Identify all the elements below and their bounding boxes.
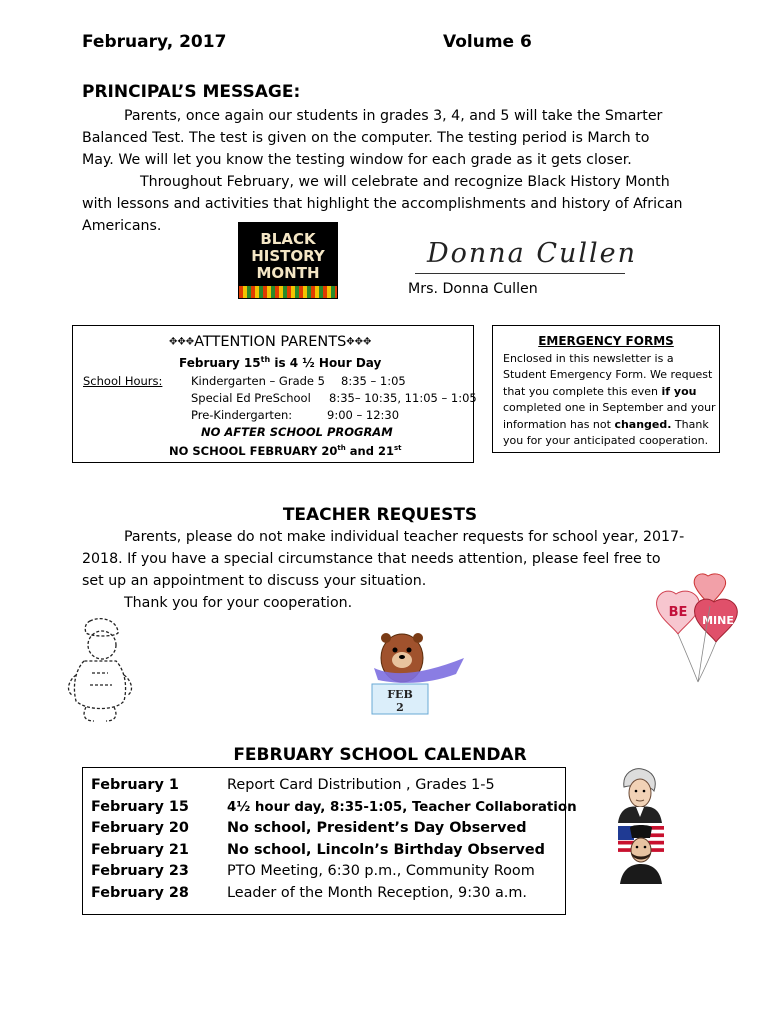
calendar-event: Leader of the Month Reception, 9:30 a.m. [227, 884, 527, 901]
feb-text: FEB [387, 688, 413, 701]
principal-message [82, 105, 683, 237]
principal-signature [415, 238, 638, 278]
principal-line: Throughout February, we will celebrate and recognize Black History Month [140, 174, 670, 190]
emergency-line: you for your anticipated cooperation. [503, 434, 709, 448]
half-day-text: is 4 ½ Hour Day [270, 356, 382, 370]
emergency-line [503, 417, 716, 433]
school-hours-label: School Hours: [83, 374, 163, 388]
ordinal-suffix: th [337, 444, 346, 452]
half-day-notice [179, 355, 381, 370]
teacher-requests-text [82, 526, 684, 614]
attention-title: ATTENTION PARENTS [194, 334, 347, 350]
hours-time: 9:00 – 12:30 [327, 408, 400, 422]
principal-line: Parents, once again our students in grades 3, 4, and 5 will take the Smarter [124, 108, 663, 124]
half-day-date: February 15 [179, 356, 261, 370]
calendar-row [91, 818, 577, 840]
teacher-line: set up an appointment to discuss your situation. [82, 573, 427, 589]
teacher-line: Parents, please do not make individual teacher requests for school year, 2017- [124, 529, 685, 545]
no-school-notice [169, 440, 401, 460]
calendar-date: February 23 [91, 863, 189, 880]
calendar-date: February 1 [91, 777, 179, 793]
ordinal-suffix: st [393, 444, 402, 452]
signature-script: Donna Cullen [427, 238, 638, 269]
emergency-line: completed one in September and your [503, 401, 716, 415]
emergency-emphasis: changed. [614, 417, 672, 431]
calendar-row [91, 797, 577, 819]
calendar-event: No school, Lincoln’s Birthday Observed [227, 841, 545, 858]
be-mine-balloons-icon [648, 572, 744, 688]
newsletter-date: February, 2017 [82, 32, 227, 52]
calendar-list [91, 775, 577, 905]
principal-heading: PRINCIPAL’S MESSAGE: [82, 82, 301, 102]
calendar-row [91, 883, 577, 905]
calendar-row [91, 861, 577, 883]
abraham-lincoln-icon [614, 822, 666, 884]
calendar-date: February 15 [91, 798, 189, 815]
groundhog-day-icon [368, 628, 466, 716]
ordinal-suffix: th [260, 355, 271, 364]
emergency-text-part: information has not [503, 417, 615, 431]
calendar-date: February 28 [91, 884, 189, 901]
hours-program: Special Ed PreSchool [191, 391, 311, 405]
hours-program: Pre-Kindergarten: [191, 408, 293, 422]
calendar-event: PTO Meeting, 6:30 p.m., Community Room [227, 863, 535, 880]
feb-number: 2 [396, 701, 404, 714]
calendar-event: Report Card Distribution , Grades 1-5 [227, 777, 495, 793]
george-washington-icon [614, 765, 664, 823]
no-school-text: and 21 [345, 443, 394, 458]
hours-time: 8:35 – 1:05 [341, 374, 406, 388]
principal-line: Americans. [82, 218, 162, 234]
attention-parents-box [72, 325, 477, 463]
emergency-line: Enclosed in this newsletter is a [503, 352, 674, 365]
badge-line: HISTORY [251, 246, 325, 265]
hours-time: 8:35– 10:35, 11:05 – 1:05 [329, 391, 477, 405]
calendar-heading: FEBRUARY SCHOOL CALENDAR [233, 745, 527, 765]
mine-text: MINE [702, 614, 734, 627]
emergency-line [503, 384, 716, 400]
kente-stripe [239, 286, 337, 298]
calendar-row [91, 775, 577, 797]
principal-line: Balanced Test. The test is given on the computer. The testing period is March to [82, 130, 650, 146]
newsletter-volume: Volume 6 [443, 32, 532, 52]
black-history-month-badge [238, 222, 338, 299]
child-lineart-icon [62, 615, 138, 725]
attention-title-row [169, 334, 371, 350]
emergency-forms-box [492, 325, 720, 453]
be-text: BE [668, 605, 688, 620]
calendar-box [82, 767, 577, 915]
badge-line: MONTH [256, 263, 320, 282]
teacher-line: Thank you for your cooperation. [124, 595, 353, 611]
sparkle-icon: ✥✥✥ [346, 336, 372, 348]
signature-name: Mrs. Donna Cullen [408, 281, 538, 297]
emergency-text-part: that you complete this even [503, 384, 662, 398]
principal-line: May. We will let you know the testing window for each grade as it gets closer. [82, 152, 632, 168]
emergency-line: Student Emergency Form. We request [503, 368, 713, 382]
emergency-text-part: Thank [671, 417, 709, 431]
emergency-emphasis: if you [661, 384, 697, 398]
no-after-school-notice: NO AFTER SCHOOL PROGRAM [201, 425, 393, 439]
calendar-row [91, 840, 577, 862]
calendar-date: February 20 [91, 820, 189, 837]
signature-line [415, 273, 625, 274]
no-school-text: NO SCHOOL FEBRUARY 20 [169, 443, 338, 458]
principal-line: with lessons and activities that highlight the accomplishments and history of African [82, 196, 683, 212]
teacher-line: 2018. If you have a special circumstance that needs attention, please feel free to [82, 551, 661, 567]
emergency-title: EMERGENCY FORMS [538, 334, 674, 348]
calendar-event: No school, President’s Day Observed [227, 820, 527, 837]
hours-program: Kindergarten – Grade 5 [191, 374, 325, 388]
emergency-text [503, 351, 716, 449]
badge-line: BLACK [260, 229, 316, 248]
sparkle-icon: ✥✥✥ [169, 336, 195, 348]
calendar-event: 4½ hour day, 8:35-1:05, Teacher Collaboration [227, 799, 577, 815]
calendar-date: February 21 [91, 841, 189, 858]
teacher-requests-heading: TEACHER REQUESTS [282, 505, 478, 525]
